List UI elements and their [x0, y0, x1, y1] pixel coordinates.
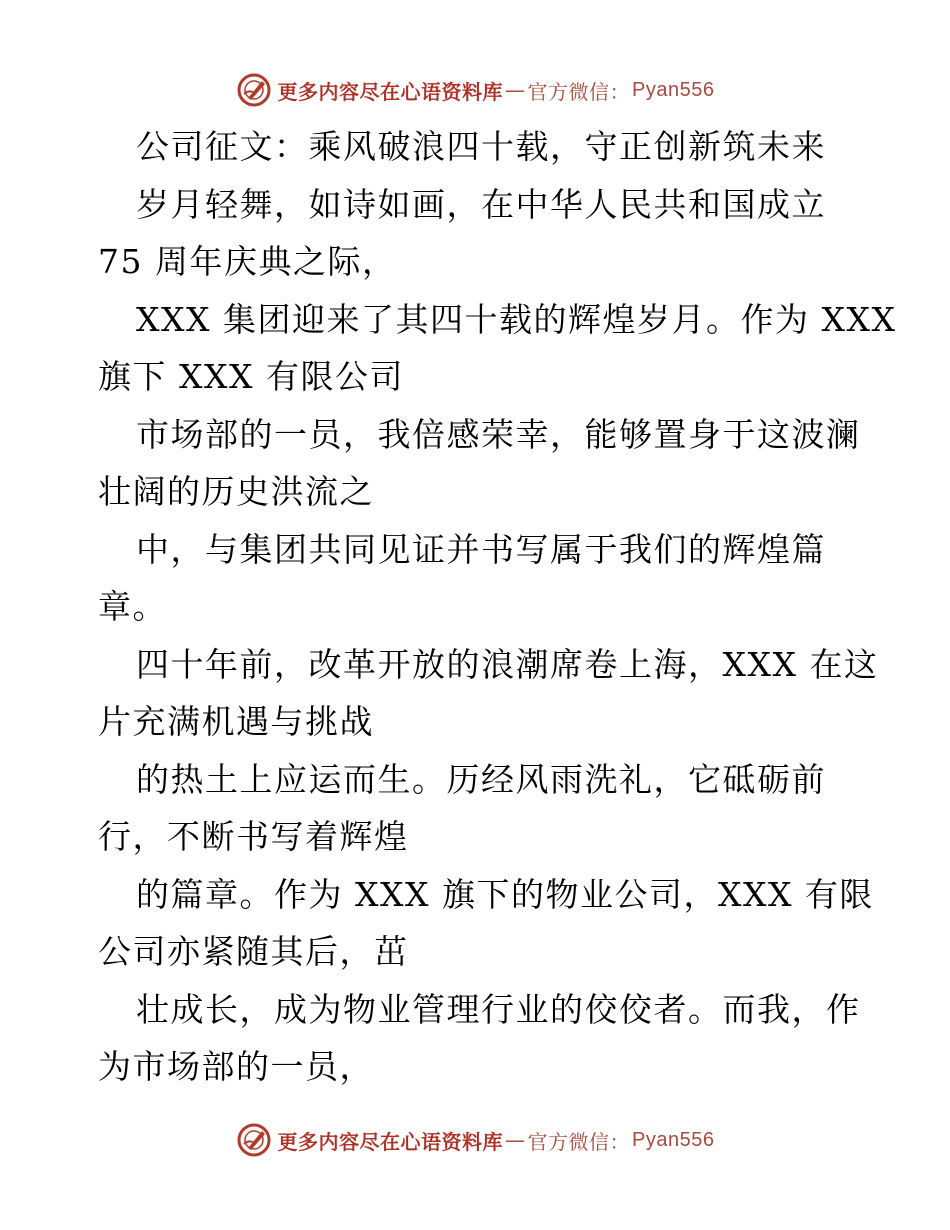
document-line: 的热土上应运而生。历经风雨洗礼，它砥砺前 [136, 759, 826, 799]
header-banner-wechat-id: Pyan556 [632, 78, 715, 101]
document-body [98, 118, 897, 1096]
document-line: 的篇章。作为 XXX 旗下的物业公司，XXX 有限 [136, 874, 874, 914]
document-line: 75 周年庆典之际， [98, 242, 397, 281]
document-line: 公司亦紧随其后，茁 [98, 932, 409, 971]
document-line: 行，不断书写着辉煌 [98, 817, 409, 856]
document-line: 四十年前，改革开放的浪潮席卷上海，XXX 在这 [136, 644, 879, 684]
document-line: 岁月轻舞，如诗如画，在中华人民共和国成立 [136, 184, 826, 224]
footer-banner-wechat-label: 官方微信： [527, 1129, 631, 1154]
footer-banner-lead: 更多内容尽在心语资料库 [277, 1129, 504, 1154]
document-line: 章。 [98, 587, 167, 626]
footer-banner-dash: — [505, 1128, 526, 1152]
header-banner-wechat-label: 官方微信： [527, 79, 631, 104]
document-line: 市场部的一员，我倍感荣幸，能够置身于这波澜 [136, 414, 861, 454]
document-line: 壮阔的历史洪流之 [98, 472, 374, 511]
document-line: XXX 集团迎来了其四十载的辉煌岁月。作为 XXX [136, 299, 897, 339]
header-banner-lead: 更多内容尽在心语资料库 [277, 79, 504, 104]
header-banner-text [278, 76, 715, 105]
document-line: 旗下 XXX 有限公司 [98, 357, 404, 396]
document-line: 片充满机遇与挑战 [98, 702, 374, 741]
document-line: 为市场部的一员， [98, 1047, 374, 1086]
footer-banner [0, 1118, 950, 1162]
document-line: 中，与集团共同见证并书写属于我们的辉煌篇 [136, 529, 826, 569]
pen-nib-logo-icon [236, 72, 272, 108]
footer-banner-wechat-id: Pyan556 [632, 1128, 715, 1151]
pen-nib-logo-icon [236, 1122, 272, 1158]
footer-banner-text [278, 1126, 715, 1155]
document-line: 公司征文：乘风破浪四十载，守正创新筑未来 [136, 127, 826, 166]
header-banner [0, 68, 950, 112]
document-line: 壮成长，成为物业管理行业的佼佼者。而我，作 [136, 989, 861, 1029]
header-banner-dash: — [505, 78, 526, 102]
